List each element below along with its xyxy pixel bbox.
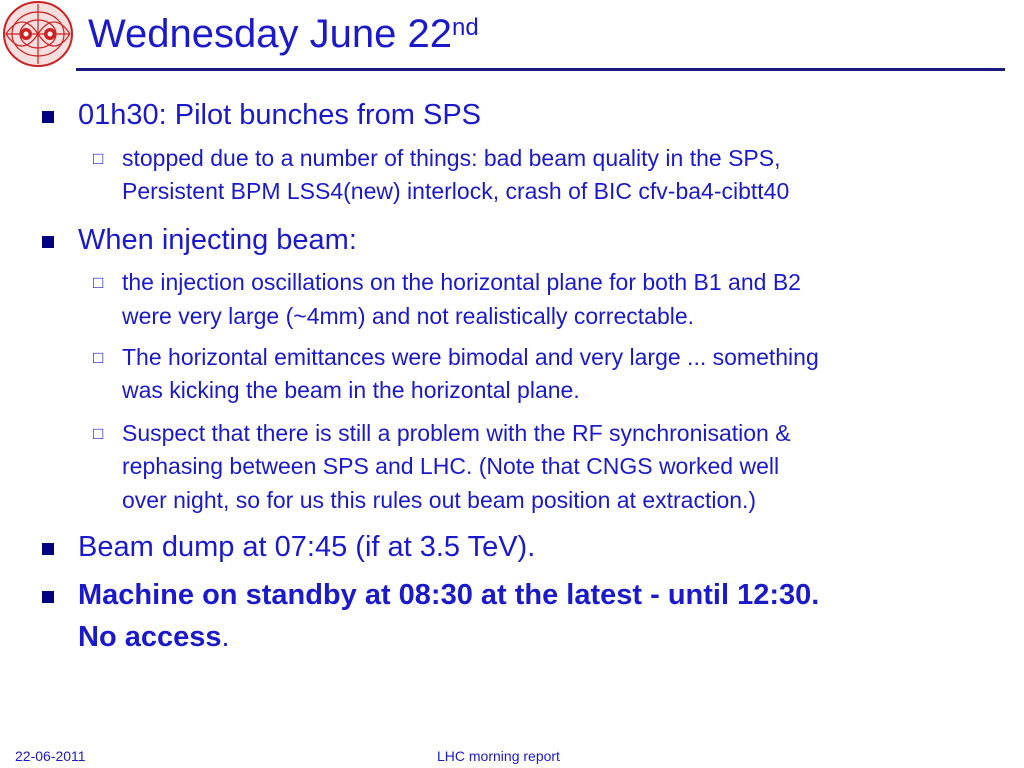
footer-date: 22-06-2011 [15,748,86,764]
sub-bullet-text-line: Suspect that there is still a problem with the RF synchronisation & [122,420,791,446]
bold-phrase: No access [78,621,222,653]
trailing-period: . [221,621,230,653]
bullet-square [42,236,54,248]
sub-bullet-text-line: rephasing between SPS and LHC. (Note that CNGS worked well [122,453,780,479]
bullet-text-bold-line: Machine on standby at 08:30 at the latest - until 12:30. [78,579,820,611]
bullet-text: 01h30: Pilot bunches from SPS [78,99,482,131]
title-underline [76,68,1005,71]
sub-bullet-text-line: was kicking the beam in the horizontal plane. [122,377,580,403]
bullet-text: When injecting beam: [78,224,357,256]
bullet-square [42,591,54,603]
sub-bullet-text-line: the injection oscillations on the horizontal plane for both B1 and B2 [122,269,801,295]
sub-bullet-glyph: □ [93,149,104,168]
bullet-text-line [78,619,230,655]
sub-bullet-glyph: □ [93,348,104,367]
sub-bullet-text-line: were very large (~4mm) and not realistically correctable. [122,303,695,329]
sub-bullet-text-line: over night, so for us this rules out beam position at extraction.) [122,487,757,513]
slide-title-superscript: nd [451,14,479,41]
sub-bullet-glyph: □ [93,273,104,292]
lhc-logo [2,0,74,68]
sub-bullet-text-line: Persistent BPM LSS4(new) interlock, crash of BIC cfv-ba4-cibtt40 [122,178,790,204]
slide-title-main: Wednesday June 22 [88,12,452,56]
bullet-square [42,543,54,555]
sub-bullet-glyph: □ [93,424,104,443]
sub-bullet-text-line: stopped due to a number of things: bad beam quality in the SPS, [122,145,781,171]
footer-title: LHC morning report [437,748,560,764]
slide-title [88,6,479,62]
sub-bullet-text-line: The horizontal emittances were bimodal and very large ... something [122,344,819,370]
bullet-text: Beam dump at 07:45 (if at 3.5 TeV). [78,531,536,563]
bullet-square [42,111,54,123]
